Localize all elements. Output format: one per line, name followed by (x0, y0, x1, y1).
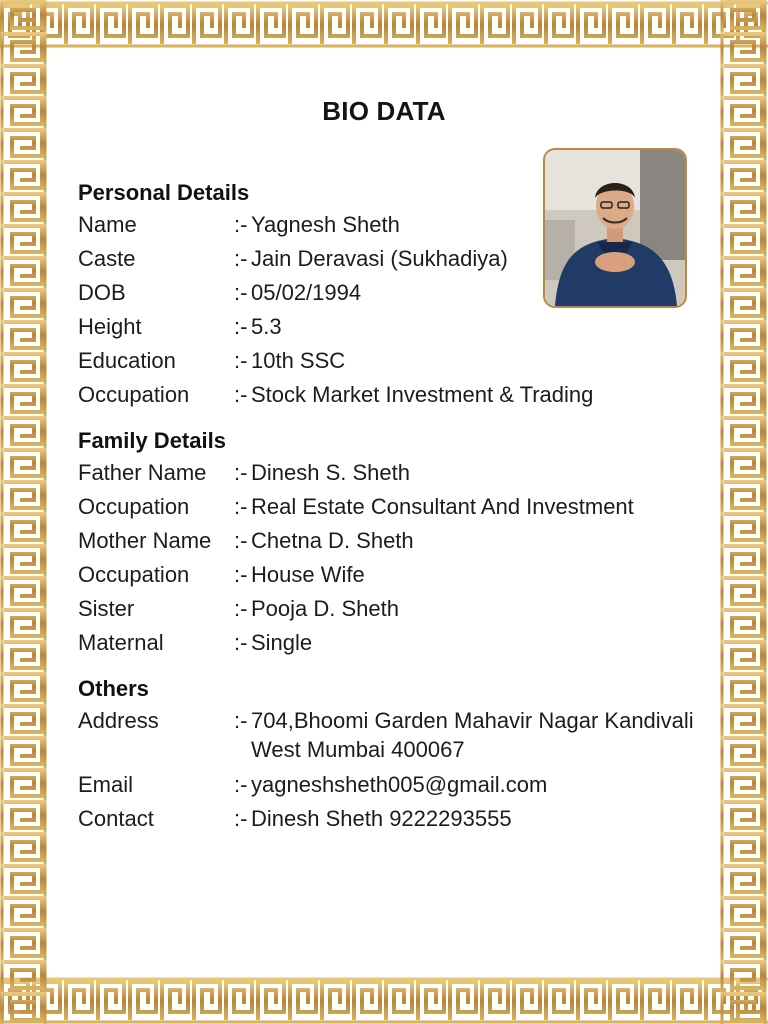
detail-separator: :- (234, 596, 248, 621)
detail-value: Pooja D. Sheth (251, 596, 399, 621)
detail-separator: :- (234, 212, 248, 237)
detail-value: Chetna D. Sheth (251, 528, 414, 553)
detail-row-mother-name (78, 526, 718, 560)
detail-label: Address (78, 708, 159, 733)
detail-row-dob (78, 278, 718, 312)
detail-row-mother-occupation (78, 560, 718, 594)
detail-row-name (78, 210, 718, 244)
detail-label: DOB (78, 280, 126, 305)
detail-row-father-occupation (78, 492, 718, 526)
detail-separator: :- (234, 562, 248, 587)
detail-separator: :- (234, 708, 248, 733)
detail-value: 5.3 (251, 314, 282, 339)
detail-row-caste (78, 244, 718, 278)
border-bottom-pattern (0, 976, 768, 1024)
detail-row-address (78, 706, 718, 770)
detail-label: Caste (78, 246, 136, 271)
page-title: BIO DATA (322, 96, 446, 126)
detail-separator: :- (234, 348, 248, 373)
detail-row-occupation (78, 380, 718, 414)
detail-value: Jain Deravasi (Sukhadiya) (251, 246, 508, 271)
detail-separator: :- (234, 246, 248, 271)
detail-separator: :- (234, 280, 248, 305)
detail-row-education (78, 346, 718, 380)
detail-value: Dinesh S. Sheth (251, 460, 410, 485)
detail-value: yagneshsheth005@gmail.com (251, 772, 548, 797)
detail-label: Occupation (78, 562, 190, 587)
detail-label: Father Name (78, 460, 207, 485)
detail-separator: :- (234, 806, 248, 831)
detail-row-height (78, 312, 718, 346)
detail-label: Education (78, 348, 176, 373)
border-left-pattern (0, 0, 48, 1024)
biodata-content (78, 176, 718, 838)
detail-separator: :- (234, 772, 248, 797)
detail-label: Contact (78, 806, 154, 831)
detail-value-address (251, 706, 718, 770)
detail-separator: :- (234, 460, 248, 485)
address-line-2: West Mumbai 400067 (251, 737, 465, 762)
detail-value: 10th SSC (251, 348, 346, 373)
detail-label: Height (78, 314, 142, 339)
detail-separator: :- (234, 382, 248, 407)
border-top-pattern (0, 0, 768, 48)
address-line-1: 704,Bhoomi Garden Mahavir Nagar Kandivali (251, 708, 694, 733)
detail-row-contact (78, 804, 718, 838)
detail-separator: :- (234, 314, 248, 339)
detail-separator: :- (234, 494, 248, 519)
detail-label: Email (78, 772, 134, 797)
detail-label: Sister (78, 596, 135, 621)
detail-value: Dinesh Sheth 9222293555 (251, 806, 512, 831)
detail-label: Name (78, 212, 137, 237)
detail-value: Real Estate Consultant And Investment (251, 494, 634, 519)
detail-value: House Wife (251, 562, 365, 587)
detail-value: Stock Market Investment & Trading (251, 382, 594, 407)
section-heading-family: Family Details (78, 428, 226, 453)
detail-value: 05/02/1994 (251, 280, 362, 305)
detail-separator: :- (234, 630, 248, 655)
detail-row-maternal (78, 628, 718, 662)
detail-row-sister (78, 594, 718, 628)
detail-label: Occupation (78, 382, 190, 407)
border-right-pattern (720, 0, 768, 1024)
detail-row-father-name (78, 458, 718, 492)
detail-value: Single (251, 630, 313, 655)
detail-label: Mother Name (78, 528, 212, 553)
detail-label: Occupation (78, 494, 190, 519)
section-heading-others: Others (78, 676, 149, 701)
detail-row-email (78, 770, 718, 804)
section-heading-personal: Personal Details (78, 180, 250, 205)
detail-label: Maternal (78, 630, 164, 655)
detail-separator: :- (234, 528, 248, 553)
detail-value: Yagnesh Sheth (251, 212, 400, 237)
